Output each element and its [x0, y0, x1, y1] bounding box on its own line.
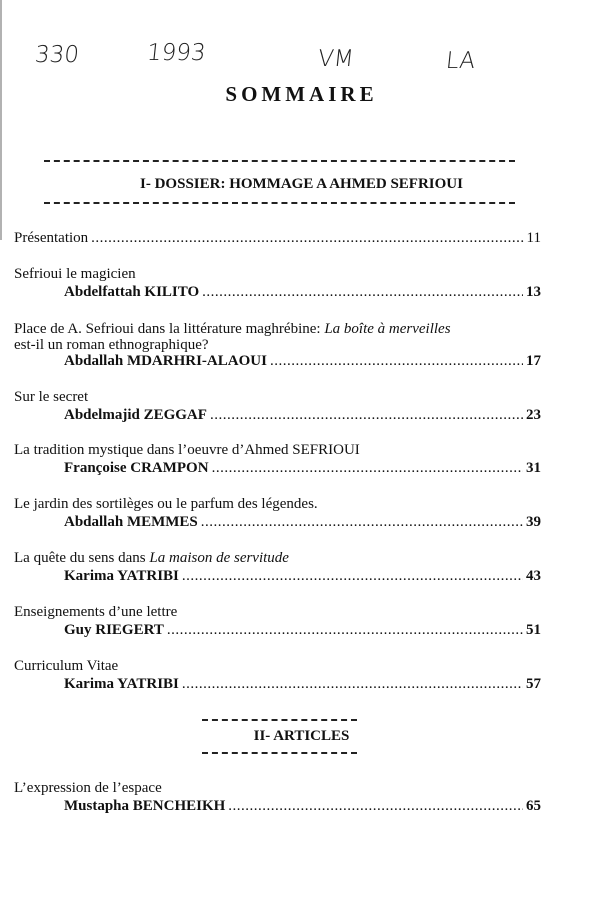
section-articles-heading: II- ARTICLES [253, 728, 350, 744]
toc-entry-presentation[interactable] [14, 230, 541, 247]
toc-entry-author-line[interactable] [64, 353, 541, 370]
toc-entry-author-line[interactable] [64, 676, 541, 693]
toc-entry-title: Curriculum Vitae [14, 658, 119, 674]
handwritten-annotation-lang: LA [444, 48, 477, 74]
scan-edge [0, 0, 2, 240]
divider-articles-bottom [202, 752, 357, 754]
page-number: 17 [526, 353, 541, 369]
page-number: 51 [526, 622, 541, 638]
entry-author: Abdallah MDARHRI-ALAOUI [64, 353, 267, 369]
dot-leader [270, 353, 523, 370]
dot-leader [228, 798, 523, 815]
handwritten-annotation-code: VM [316, 46, 355, 72]
toc-entry-title: Place de A. Sefrioui dans la littérature maghrébine: La boîte à merveilles [14, 321, 451, 337]
toc-entry-title: Le jardin des sortilèges ou le parfum des légendes. [14, 496, 318, 512]
dot-leader [212, 460, 523, 477]
divider-articles-top [202, 719, 357, 721]
page-number: 57 [526, 676, 541, 692]
toc-entry-author-line[interactable] [64, 407, 541, 424]
handwritten-annotation-year: 1993 [145, 40, 207, 66]
italic-book-title: La boîte à merveilles [324, 321, 451, 337]
toc-entry-title: La quête du sens dans La maison de servitude [14, 550, 289, 566]
page-number: 23 [526, 407, 541, 423]
toc-entry-author-line[interactable] [64, 798, 541, 815]
entry-author: Françoise CRAMPON [64, 460, 209, 476]
toc-entry-author-line[interactable] [64, 284, 541, 301]
toc-entry-author-line[interactable] [64, 568, 541, 585]
entry-title: Présentation [14, 230, 89, 246]
entry-author: Abdallah MEMMES [64, 514, 198, 530]
page-number: 39 [526, 514, 541, 530]
page-number: 65 [526, 798, 541, 814]
divider-bottom [44, 202, 515, 204]
handwritten-annotation-number: 330 [33, 42, 81, 68]
dot-leader [201, 514, 523, 531]
dot-leader [182, 676, 523, 693]
toc-entry-author-line[interactable] [64, 460, 541, 477]
entry-author: Karima YATRIBI [64, 568, 179, 584]
toc-entry-title-cont: est-il un roman ethnographique? [14, 337, 209, 353]
dot-leader [91, 230, 523, 247]
page-number: 11 [526, 230, 541, 246]
page-number: 13 [526, 284, 541, 300]
toc-entry-title: L’expression de l’espace [14, 780, 162, 796]
toc-entry-title: Sefrioui le magicien [14, 266, 136, 282]
dot-leader [210, 407, 523, 424]
toc-entry-title: La tradition mystique dans l’oeuvre d’Ahmed SEFRIOUI [14, 442, 360, 458]
dot-leader [182, 568, 523, 585]
page-number: 43 [526, 568, 541, 584]
italic-book-title: La maison de servitude [149, 550, 289, 566]
divider-top [44, 160, 515, 162]
dot-leader [202, 284, 523, 301]
section-dossier-heading: I- DOSSIER: HOMMAGE A AHMED SEFRIOUI [140, 176, 463, 192]
entry-author: Mustapha BENCHEIKH [64, 798, 226, 814]
page-number: 31 [526, 460, 541, 476]
toc-entry-author-line[interactable] [64, 622, 541, 639]
entry-author: Karima YATRIBI [64, 676, 179, 692]
toc-entry-author-line[interactable] [64, 514, 541, 531]
toc-entry-title: Sur le secret [14, 389, 89, 405]
entry-author: Abdelmajid ZEGGAF [64, 407, 207, 423]
page-title: SOMMAIRE [225, 82, 378, 106]
entry-author: Abdelfattah KILITO [64, 284, 200, 300]
toc-entry-title: Enseignements d’une lettre [14, 604, 178, 620]
dot-leader [167, 622, 523, 639]
entry-author: Guy RIEGERT [64, 622, 164, 638]
